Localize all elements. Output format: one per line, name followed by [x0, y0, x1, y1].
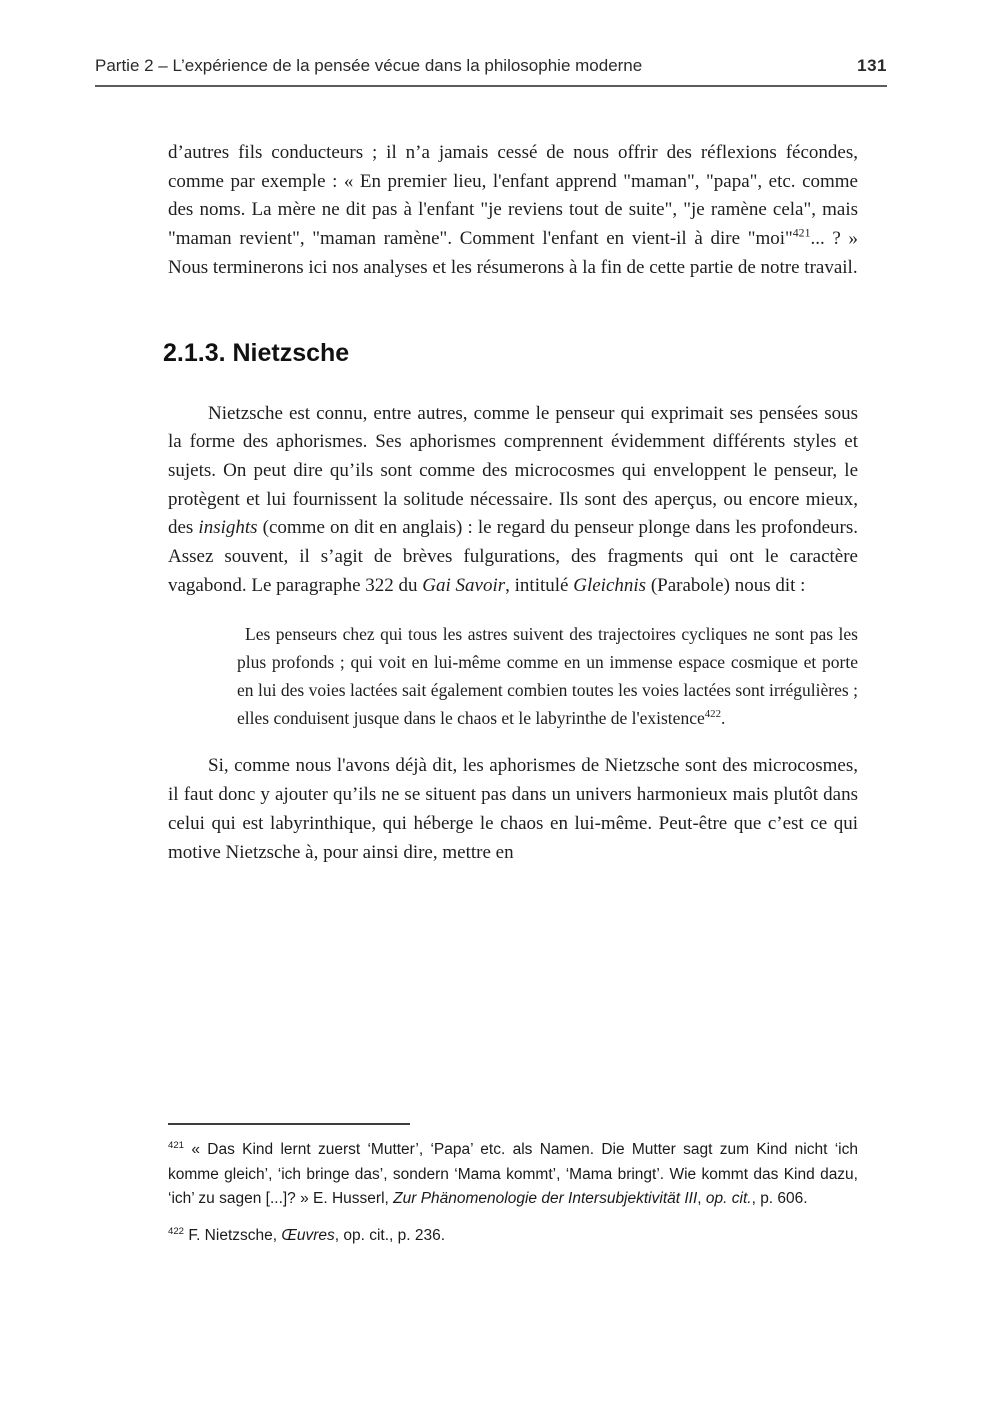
paragraph-nietzsche-intro: Nietzsche est connu, entre autres, comme le penseur qui exprimait ses pensées sous la forme des aphorismes. Ses aphorismes comprennent évidemment différents styles et sujets. On peut dire qu’ils sont comme des microcosmes qui enveloppent le penseur, le protègent et lui fournissent la solitude nécessaire. Ils sont des aperçus, ou encore mieux, des insights (comme on dit en anglais) : le regard du penseur plonge dans les profondeurs. Assez souvent, il s’agit de brèves fulgurations, des fragments qui ont le caractère vagabond. Le paragraphe 322 du Gai Savoir, intitulé Gleichnis (Parabole) nous dit : [168, 402, 858, 596]
main-text-column [163, 139, 858, 867]
footnotes-section [168, 1123, 858, 1248]
page-number: 131 [857, 56, 887, 75]
footnote-divider [168, 1123, 410, 1125]
footnote-421: $^{421}$ « Das Kind lernt zuerst ‘Mutter’, ‘Papa’ etc. als Namen. Die Mutter sagt zum Kind nicht ‘ich komme gleich’, ‘ich bringe das’, sondern ‘Mama kommt’, ‘Mama bringt’. Wie kommt das Kind dazu, ‘ich’ zu sagen [...]? » E. Husserl, Zur Phänomenologie der Intersubjektivität III, op. cit., p. 606. [168, 1139, 858, 1207]
paragraph-continuation: d’autres fils conducteurs ; il n’a jamais cessé de nous offrir des réflexions fécondes, comme par exemple : « En premier lieu, l'enfant apprend "maman", "papa", etc. comme des noms. La mère ne dit pas à l'enfant "je reviens tout de suite", "je ramène cela", mais "maman revient", "maman ramène". Comment l'enfant en vient-il à dire "moi"$^{421}$... ? » Nous terminerons ici nos analyses et les résumerons à la fin de cette partie de notre travail. [168, 142, 858, 278]
paragraph-microcosmes: Si, comme nous l'avons déjà dit, les aphorismes de Nietzsche sont des microcosmes, il faut donc y ajouter qu’ils ne se situent pas dans un univers harmonieux mais plutôt dans celui qui est labyrinthique, qui héberge le chaos en lui-même. Peut-être que c’est ce qui motive Nietzsche à, pour ainsi dire, mettre en [168, 755, 858, 863]
running-header [95, 56, 887, 87]
section-heading: 2.1.3. Nietzsche [163, 338, 350, 367]
block-quote-gai-savoir: Les penseurs chez qui tous les astres suivent des trajectoires cycliques ne sont pas les plus profonds ; qui voit en lui-même comme en un immense espace cosmique et porte en lui des voies lactées sait également combien toutes les voies lactées sont irrégulières ; elles conduisent jusque dans le chaos et le labyrinthe de l'existence$^{422}$. [237, 624, 858, 729]
footnote-422: $^{422}$ F. Nietzsche, Œuvres, op. cit., p. 236. [168, 1225, 446, 1244]
header-title: Partie 2 – L’expérience de la pensée vécue dans la philosophie moderne [95, 56, 643, 75]
